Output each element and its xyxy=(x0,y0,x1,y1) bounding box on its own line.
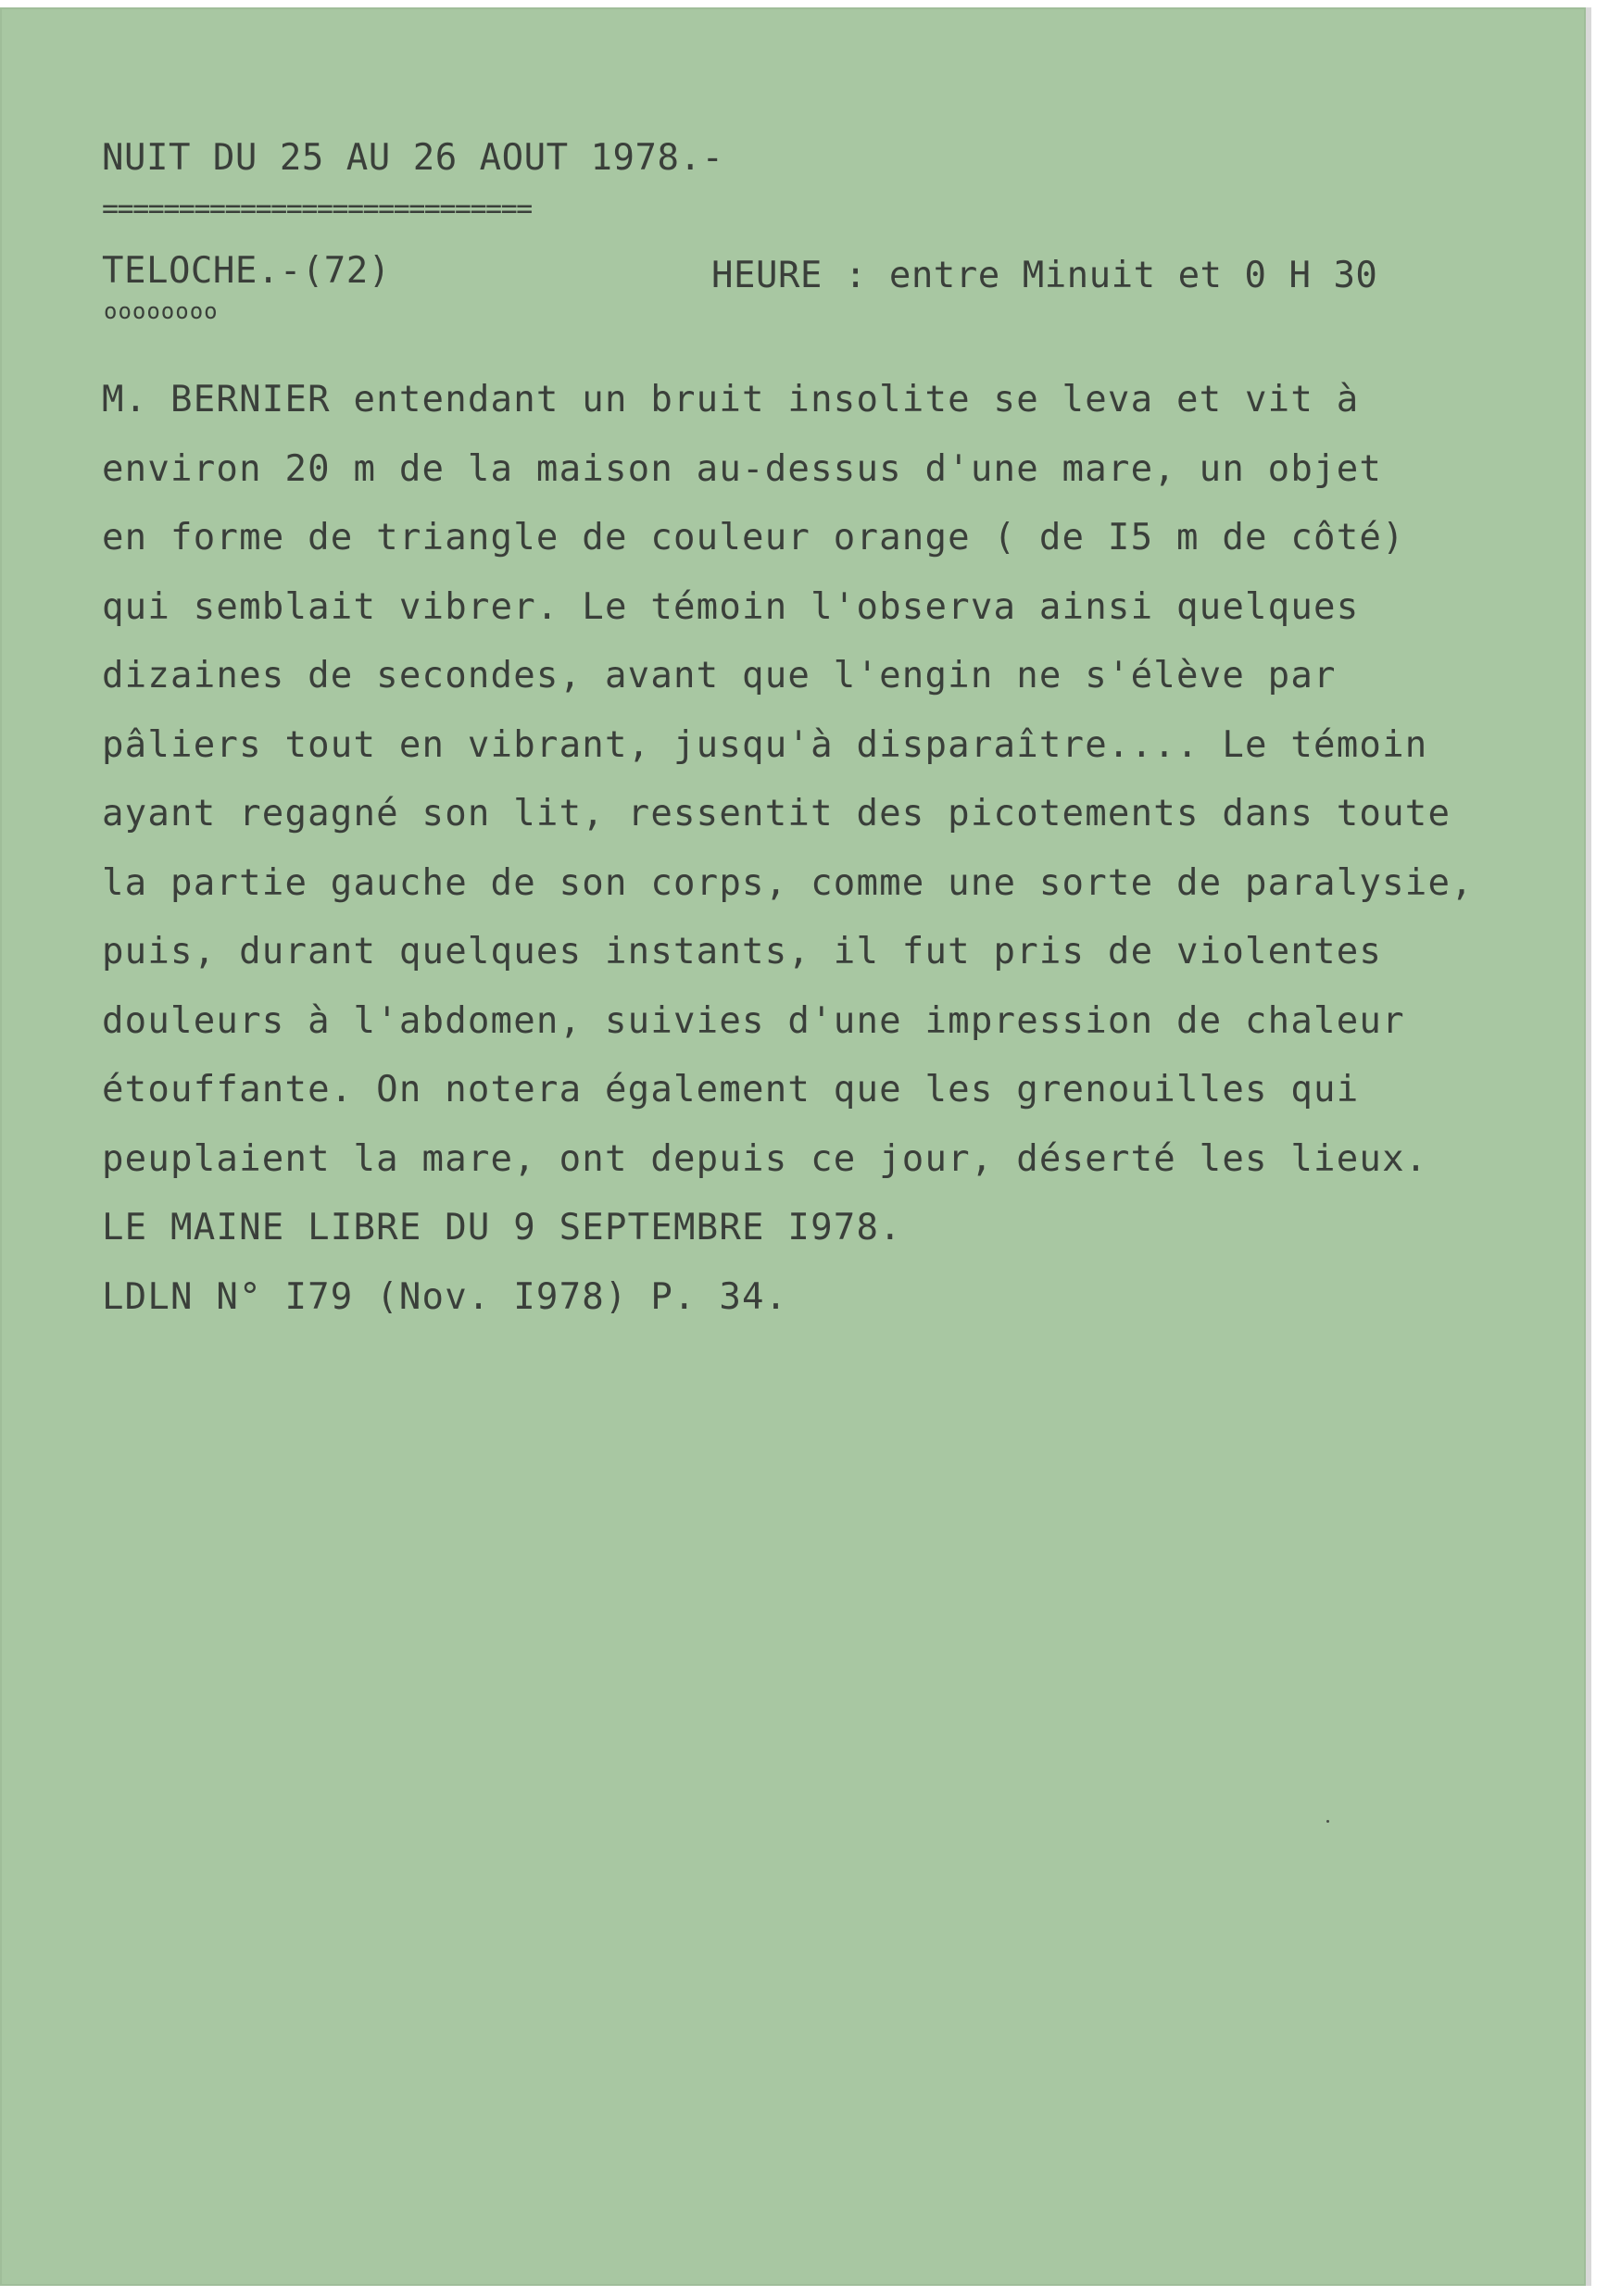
body-line: ayant regagné son lit, ressentit des picotements dans toute xyxy=(102,793,1451,834)
body-line: la partie gauche de son corps, comme une sorte de paralysie, xyxy=(102,861,1474,904)
date-heading: NUIT DU 25 AU 26 AOUT 1978.- xyxy=(102,137,724,179)
time-heading: HEURE : entre Minuit et 0 H 30 xyxy=(711,255,1378,296)
place-heading: TELOCHE.-(72) xyxy=(102,250,391,292)
place-heading-underline: oooooooo xyxy=(104,298,219,324)
body-line: qui semblait vibrer. Le témoin l'observa ainsi quelques xyxy=(102,585,1360,628)
body-line: en forme de triangle de couleur orange ( de I5 m de côté) xyxy=(102,517,1405,558)
body-line: douleurs à l'abdomen, suivies d'une impression de chaleur xyxy=(102,999,1405,1042)
paper-speck xyxy=(1326,1820,1329,1823)
body-line: environ 20 m de la maison au-dessus d'une mare, un objet xyxy=(102,447,1383,490)
body-line: peuplaient la mare, ont depuis ce jour, déserté les lieux. xyxy=(102,1137,1428,1180)
report-body xyxy=(102,366,1474,1332)
body-line: étouffante. On notera également que les grenouilles qui xyxy=(102,1069,1360,1110)
body-line: pâliers tout en vibrant, jusqu'à disparaître.... Le témoin xyxy=(102,723,1428,766)
page-edge-shadow xyxy=(1586,7,1591,2286)
body-line: M. BERNIER entendant un bruit insolite se leva et vit à xyxy=(102,379,1360,420)
source-line: LE MAINE LIBRE DU 9 SEPTEMBRE I978. xyxy=(102,1207,902,1248)
body-line: puis, durant quelques instants, il fut pris de violentes xyxy=(102,931,1383,972)
body-line: dizaines de secondes, avant que l'engin ne s'élève par xyxy=(102,655,1337,696)
date-heading-underline: ============================ xyxy=(102,193,532,225)
source-line: LDLN N° I79 (Nov. I978) P. 34. xyxy=(102,1275,788,1318)
